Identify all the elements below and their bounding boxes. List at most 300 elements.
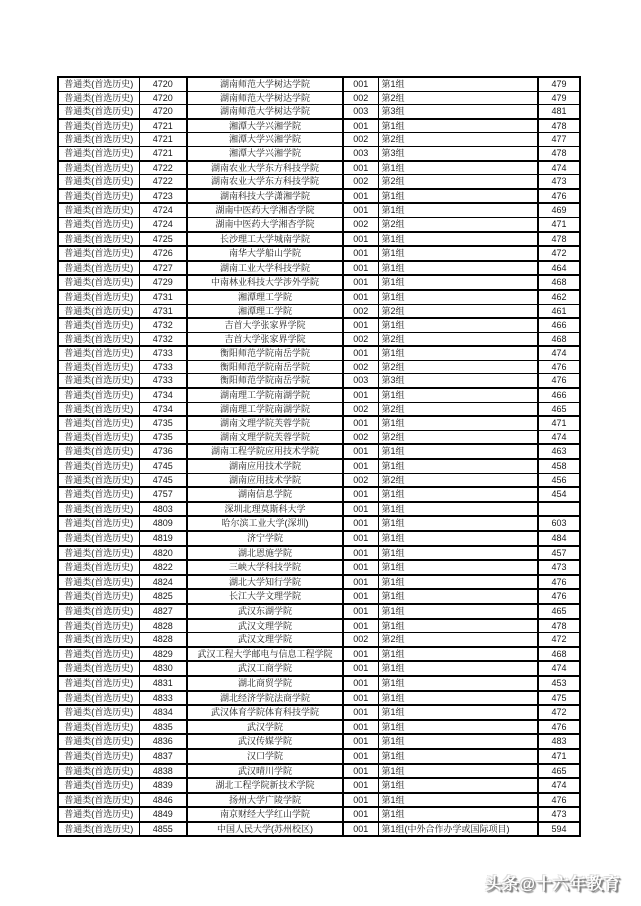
cell-category: 普通类(首选历史) [58,502,139,517]
cell-category: 普通类(首选历史) [58,217,139,231]
cell-group_code: 002 [343,217,378,231]
cell-category: 普通类(首选历史) [58,146,139,160]
cell-score: 466 [538,318,580,332]
cell-name: 武汉工程大学邮电与信息工程学院 [187,647,343,662]
cell-group_code: 001 [343,749,378,764]
cell-name: 济宁学院 [187,531,343,546]
cell-code: 4722 [139,175,187,189]
table-row [58,275,580,290]
table-row [58,246,580,261]
cell-code: 4846 [139,793,187,808]
cell-code: 4734 [139,402,187,416]
cell-code: 4735 [139,416,187,430]
table-row [58,346,580,360]
cell-score: 476 [538,793,580,808]
cell-score: 465 [538,402,580,416]
cell-name: 湖南应用技术学院 [187,473,343,487]
cell-group_name: 第2组 [378,217,538,231]
cell-category: 普通类(首选历史) [58,487,139,502]
cell-category: 普通类(首选历史) [58,604,139,619]
cell-name: 湖北经济学院法商学院 [187,691,343,706]
cell-group_code: 001 [343,388,378,402]
cell-score: 594 [538,822,580,837]
table-row [58,402,580,416]
cell-category: 普通类(首选历史) [58,133,139,147]
cell-score: 462 [538,290,580,304]
cell-code: 4803 [139,502,187,517]
cell-code: 4829 [139,647,187,662]
cell-code: 4722 [139,161,187,175]
cell-group_code: 001 [343,560,378,575]
cell-score: 476 [538,720,580,735]
table-row [58,676,580,691]
cell-code: 4720 [139,77,187,91]
cell-group_name: 第1组 [378,77,538,91]
cell-name: 湘潭理工学院 [187,304,343,318]
admission-score-table [57,76,581,837]
cell-name: 湖南农业大学东方科技学院 [187,161,343,175]
cell-name: 湖南应用技术学院 [187,459,343,473]
cell-category: 普通类(首选历史) [58,444,139,459]
cell-code: 4720 [139,105,187,119]
cell-score: 454 [538,487,580,502]
cell-group_name: 第1组 [378,459,538,473]
table-row [58,516,580,531]
table-row [58,604,580,619]
cell-score: 465 [538,604,580,619]
cell-code: 4725 [139,232,187,247]
cell-group_name: 第2组 [378,633,538,647]
cell-category: 普通类(首选历史) [58,661,139,676]
cell-category: 普通类(首选历史) [58,416,139,430]
cell-group_name: 第2组 [378,91,538,105]
cell-code: 4838 [139,764,187,779]
cell-group_code: 001 [343,516,378,531]
cell-score: 471 [538,749,580,764]
cell-name: 湖南中医药大学湘杏学院 [187,203,343,217]
table-row [58,546,580,561]
table-row [58,175,580,189]
cell-category: 普通类(首选历史) [58,749,139,764]
cell-category: 普通类(首选历史) [58,589,139,604]
cell-score: 474 [538,778,580,793]
cell-score: 603 [538,516,580,531]
cell-group_code: 002 [343,360,378,374]
cell-category: 普通类(首选历史) [58,575,139,590]
cell-group_name: 第1组 [378,734,538,749]
table-row [58,133,580,147]
cell-category: 普通类(首选历史) [58,402,139,416]
cell-code: 4745 [139,459,187,473]
cell-score: 464 [538,261,580,276]
cell-group_code: 001 [343,444,378,459]
cell-group_code: 002 [343,430,378,444]
cell-category: 普通类(首选历史) [58,203,139,217]
cell-name: 湖南理工学院南湖学院 [187,388,343,402]
cell-score: 468 [538,275,580,290]
cell-category: 普通类(首选历史) [58,807,139,822]
cell-name: 湖北恩施学院 [187,546,343,561]
cell-name: 湖南工业大学科技学院 [187,261,343,276]
cell-code: 4820 [139,546,187,561]
cell-score: 478 [538,119,580,133]
cell-group_code: 001 [343,119,378,133]
cell-score: 453 [538,676,580,691]
cell-code: 4733 [139,346,187,360]
cell-code: 4819 [139,531,187,546]
cell-group_code: 001 [343,575,378,590]
cell-score: 479 [538,77,580,91]
cell-group_code: 001 [343,546,378,561]
cell-code: 4726 [139,246,187,261]
cell-name: 武汉体育学院体育科技学院 [187,705,343,720]
table-row [58,77,580,91]
cell-category: 普通类(首选历史) [58,346,139,360]
toutiao-watermark: 头条@十六年教育 [485,876,621,893]
table-row [58,473,580,487]
cell-code: 4734 [139,388,187,402]
cell-name: 武汉传媒学院 [187,734,343,749]
cell-group_name: 第1组 [378,647,538,662]
cell-group_code: 002 [343,91,378,105]
table-row [58,778,580,793]
cell-score: 481 [538,105,580,119]
cell-category: 普通类(首选历史) [58,374,139,388]
cell-category: 普通类(首选历史) [58,388,139,402]
cell-category: 普通类(首选历史) [58,332,139,346]
cell-group_name: 第1组 [378,560,538,575]
table-row [58,430,580,444]
cell-code: 4732 [139,318,187,332]
cell-score: 474 [538,161,580,175]
table-row [58,91,580,105]
cell-code: 4729 [139,275,187,290]
cell-name: 扬州大学广陵学院 [187,793,343,808]
cell-category: 普通类(首选历史) [58,822,139,837]
cell-group_code: 001 [343,764,378,779]
cell-name: 湖南科技大学潇湘学院 [187,189,343,204]
cell-group_code: 001 [343,246,378,261]
cell-group_code: 001 [343,275,378,290]
table-row [58,822,580,837]
cell-group_code: 001 [343,720,378,735]
cell-name: 湖南工程学院应用技术学院 [187,444,343,459]
table-row [58,146,580,160]
cell-category: 普通类(首选历史) [58,430,139,444]
table-row [58,619,580,633]
cell-name: 长江大学文理学院 [187,589,343,604]
cell-group_code: 001 [343,290,378,304]
cell-group_code: 001 [343,734,378,749]
cell-category: 普通类(首选历史) [58,516,139,531]
cell-score: 476 [538,360,580,374]
cell-code: 4855 [139,822,187,837]
cell-score [538,502,580,517]
cell-code: 4721 [139,146,187,160]
table-row [58,444,580,459]
cell-group_name: 第3组 [378,146,538,160]
cell-category: 普通类(首选历史) [58,734,139,749]
cell-group_name: 第1组 [378,246,538,261]
cell-group_name: 第1组 [378,705,538,720]
cell-score: 468 [538,332,580,346]
cell-group_name: 第1组 [378,691,538,706]
cell-group_name: 第2组 [378,430,538,444]
cell-code: 4822 [139,560,187,575]
cell-score: 478 [538,619,580,633]
table-row [58,459,580,473]
cell-score: 484 [538,531,580,546]
cell-name: 武汉文理学院 [187,619,343,633]
cell-code: 4830 [139,661,187,676]
cell-name: 南华大学船山学院 [187,246,343,261]
cell-group_code: 002 [343,633,378,647]
table-row [58,749,580,764]
table-row [58,589,580,604]
cell-score: 475 [538,691,580,706]
table-row [58,416,580,430]
table-row [58,290,580,304]
cell-code: 4835 [139,720,187,735]
cell-group_name: 第1组 [378,676,538,691]
cell-score: 461 [538,304,580,318]
cell-category: 普通类(首选历史) [58,619,139,633]
cell-score: 473 [538,175,580,189]
table-row [58,793,580,808]
cell-code: 4745 [139,473,187,487]
cell-group_code: 002 [343,133,378,147]
cell-code: 4825 [139,589,187,604]
table-row [58,374,580,388]
table-row [58,575,580,590]
cell-code: 4724 [139,217,187,231]
table-row [58,232,580,247]
table-row [58,807,580,822]
cell-name: 湘潭理工学院 [187,290,343,304]
cell-score: 478 [538,232,580,247]
table-row [58,691,580,706]
cell-category: 普通类(首选历史) [58,119,139,133]
cell-group_code: 001 [343,531,378,546]
cell-name: 中南林业科技大学涉外学院 [187,275,343,290]
cell-group_name: 第1组 [378,516,538,531]
cell-name: 武汉工商学院 [187,661,343,676]
cell-group_code: 001 [343,487,378,502]
table-row [58,502,580,517]
cell-group_code: 001 [343,318,378,332]
cell-group_name: 第1组 [378,290,538,304]
cell-score: 474 [538,430,580,444]
cell-group_name: 第1组 [378,531,538,546]
cell-group_code: 001 [343,459,378,473]
cell-name: 湖南信息学院 [187,487,343,502]
cell-group_name: 第2组 [378,175,538,189]
cell-group_name: 第1组 [378,189,538,204]
cell-code: 4824 [139,575,187,590]
cell-name: 湘潭大学兴湘学院 [187,119,343,133]
cell-category: 普通类(首选历史) [58,261,139,276]
cell-group_name: 第1组 [378,203,538,217]
cell-score: 476 [538,374,580,388]
cell-category: 普通类(首选历史) [58,290,139,304]
cell-category: 普通类(首选历史) [58,459,139,473]
table-row [58,661,580,676]
table-row [58,647,580,662]
cell-group_name: 第1组 [378,487,538,502]
table-row [58,189,580,204]
table-row [58,388,580,402]
cell-category: 普通类(首选历史) [58,764,139,779]
cell-group_code: 002 [343,332,378,346]
cell-group_code: 001 [343,604,378,619]
cell-code: 4836 [139,734,187,749]
cell-category: 普通类(首选历史) [58,793,139,808]
cell-code: 4733 [139,374,187,388]
cell-group_name: 第2组 [378,473,538,487]
cell-group_code: 001 [343,793,378,808]
cell-score: 472 [538,705,580,720]
table-row [58,360,580,374]
cell-name: 深圳北理莫斯科大学 [187,502,343,517]
cell-category: 普通类(首选历史) [58,720,139,735]
cell-group_name: 第2组 [378,402,538,416]
cell-score: 479 [538,91,580,105]
cell-category: 普通类(首选历史) [58,473,139,487]
table-row [58,531,580,546]
table-row [58,217,580,231]
cell-code: 4736 [139,444,187,459]
table-row [58,318,580,332]
cell-score: 476 [538,589,580,604]
cell-name: 湖南师范大学树达学院 [187,91,343,105]
cell-category: 普通类(首选历史) [58,304,139,318]
cell-score: 472 [538,633,580,647]
cell-name: 湖南师范大学树达学院 [187,77,343,91]
cell-group_code: 001 [343,676,378,691]
cell-score: 471 [538,217,580,231]
cell-name: 衡阳师范学院南岳学院 [187,360,343,374]
cell-name: 湘潭大学兴湘学院 [187,133,343,147]
table-row [58,560,580,575]
cell-group_code: 001 [343,822,378,837]
cell-group_name: 第1组 [378,661,538,676]
cell-code: 4849 [139,807,187,822]
cell-group_code: 001 [343,619,378,633]
cell-category: 普通类(首选历史) [58,105,139,119]
cell-group_name: 第1组 [378,575,538,590]
table-row [58,332,580,346]
cell-group_name: 第1组 [378,346,538,360]
cell-code: 4837 [139,749,187,764]
cell-group_name: 第1组 [378,502,538,517]
cell-category: 普通类(首选历史) [58,360,139,374]
cell-group_name: 第1组 [378,444,538,459]
cell-category: 普通类(首选历史) [58,778,139,793]
cell-name: 吉首大学张家界学院 [187,318,343,332]
cell-category: 普通类(首选历史) [58,91,139,105]
cell-group_code: 001 [343,161,378,175]
cell-category: 普通类(首选历史) [58,161,139,175]
cell-group_code: 001 [343,647,378,662]
cell-group_code: 001 [343,232,378,247]
table-row [58,487,580,502]
cell-group_name: 第3组 [378,374,538,388]
cell-category: 普通类(首选历史) [58,676,139,691]
table-row [58,119,580,133]
cell-group_code: 001 [343,189,378,204]
cell-score: 474 [538,661,580,676]
cell-group_code: 003 [343,146,378,160]
cell-code: 4721 [139,133,187,147]
cell-group_name: 第3组 [378,105,538,119]
cell-code: 4839 [139,778,187,793]
cell-score: 456 [538,473,580,487]
cell-name: 武汉东湖学院 [187,604,343,619]
table-row [58,764,580,779]
cell-name: 湖北商贸学院 [187,676,343,691]
cell-code: 4720 [139,91,187,105]
cell-group_name: 第1组 [378,793,538,808]
cell-score: 458 [538,459,580,473]
cell-name: 武汉学院 [187,720,343,735]
cell-code: 4831 [139,676,187,691]
table-row [58,203,580,217]
cell-name: 长沙理工大学城南学院 [187,232,343,247]
cell-category: 普通类(首选历史) [58,189,139,204]
cell-code: 4833 [139,691,187,706]
cell-code: 4828 [139,619,187,633]
cell-code: 4723 [139,189,187,204]
cell-code: 4809 [139,516,187,531]
cell-score: 478 [538,146,580,160]
cell-group_code: 001 [343,691,378,706]
cell-group_code: 001 [343,807,378,822]
cell-group_name: 第2组 [378,360,538,374]
cell-code: 4828 [139,633,187,647]
cell-group_code: 001 [343,203,378,217]
cell-name: 三峡大学科技学院 [187,560,343,575]
cell-name: 湖北工程学院新技术学院 [187,778,343,793]
cell-code: 4757 [139,487,187,502]
table-row [58,261,580,276]
cell-score: 472 [538,246,580,261]
cell-score: 463 [538,444,580,459]
cell-category: 普通类(首选历史) [58,691,139,706]
cell-code: 4827 [139,604,187,619]
cell-group_name: 第1组(中外合作办学或国际项目) [378,822,538,837]
cell-group_name: 第1组 [378,807,538,822]
cell-group_name: 第1组 [378,318,538,332]
cell-group_code: 002 [343,304,378,318]
cell-group_name: 第1组 [378,778,538,793]
cell-group_name: 第1组 [378,261,538,276]
cell-category: 普通类(首选历史) [58,647,139,662]
cell-name: 哈尔滨工业大学(深圳) [187,516,343,531]
cell-group_name: 第1组 [378,161,538,175]
cell-group_name: 第1组 [378,720,538,735]
cell-name: 武汉文理学院 [187,633,343,647]
table-row [58,161,580,175]
cell-code: 4735 [139,430,187,444]
cell-group_name: 第2组 [378,332,538,346]
cell-name: 湖北大学知行学院 [187,575,343,590]
cell-name: 衡阳师范学院南岳学院 [187,346,343,360]
cell-score: 471 [538,416,580,430]
cell-category: 普通类(首选历史) [58,560,139,575]
cell-category: 普通类(首选历史) [58,531,139,546]
cell-name: 中国人民大学(苏州校区) [187,822,343,837]
cell-code: 4731 [139,290,187,304]
